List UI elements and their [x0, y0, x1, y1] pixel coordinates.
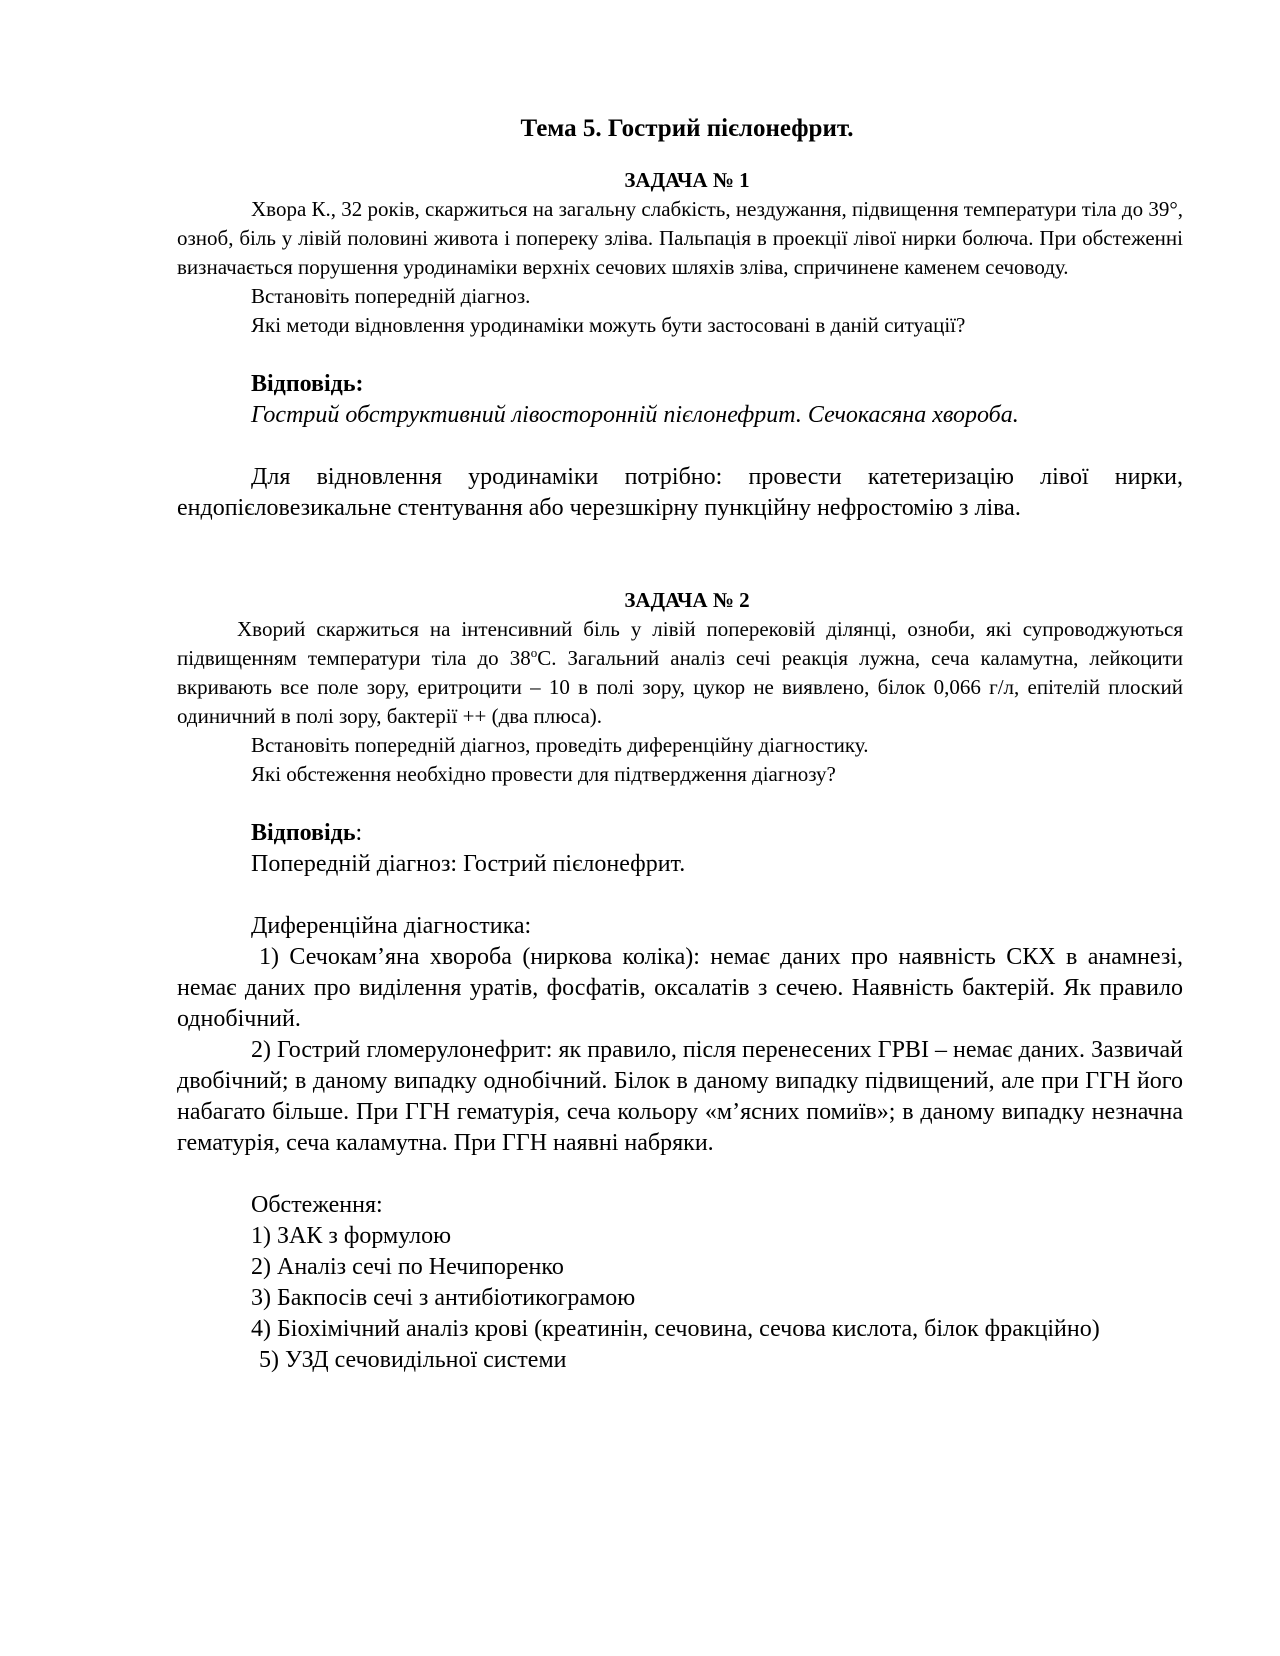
task-2-answer-colon: :: [355, 820, 363, 846]
exam-item: 4) Біохімічний аналіз крові (креатинін, сечовина, сечова кислота, білок фракційно): [251, 1316, 1100, 1342]
task-2-question-1: Встановіть попередній діагноз, проведіть диференційну діагностику.: [251, 733, 869, 757]
task-1-answer-diagnosis: Гострий обструктивний лівосторонній пієлонефрит. Сечокасяна хвороба.: [251, 402, 1019, 428]
exam-item: 5) УЗД сечовидільної системи: [259, 1347, 567, 1373]
task-1-condition: Хвора К., 32 років, скаржиться на загальну слабкість, нездужання, підвищення температури тіла до 39°, озноб, біль у лівій половині живота і попереку зліва. Пальпація в проекції лівої нирки болюча. При обстеженні визначається порушення уродинаміки верхніх сечових шляхів зліва, спричинене каменем сечоводу.: [177, 197, 1183, 279]
task-2-condition-part-1: Хворий скаржиться на інтенсивний біль у лівій поперековій ділянці, озноби, які супроводжуються підвищенням температури тіла до 38: [177, 617, 1183, 670]
task-2-condition-part-2: С. Загальний аналіз сечі реакція лужна, сеча каламутна, лейкоцити вкривають все поле зору, еритроцити – 10 в полі зору, цукор не виявлено, білок 0,066 г/л, епітелій плоский одиничний в полі зору, бактерії ++ (два плюса).: [177, 646, 1183, 728]
task-2-answer-label: Відповідь: [251, 820, 356, 846]
task-2-exam-heading: Обстеження:: [251, 1192, 383, 1218]
task-2-preliminary-diagnosis: Попередній діагноз: Гострий пієлонефрит.: [251, 851, 686, 877]
diff-item: 1) Сечокам’яна хвороба (ниркова коліка): немає даних про наявність СКХ в анамнезі, немає даних про виділення уратів, фосфатів, оксалатів з сечею. Наявність бактерій. Як правило однобічний.: [177, 944, 1183, 1032]
exam-item: 2) Аналіз сечі по Нечипоренко: [251, 1254, 564, 1280]
task-2-heading: ЗАДАЧА № 2: [624, 588, 750, 612]
task-2-answer-line: [177, 818, 1183, 849]
task-1-answer-methods: Для відновлення уродинаміки потрібно: провести катетеризацію лівої нирки, ендопієловезикальне стентування або черезшкірну пункційну нефростомію з ліва.: [177, 464, 1183, 521]
diff-item: 2) Гострий гломерулонефрит: як правило, після перенесених ГРВІ – немає даних. Зазвичай двобічний; в даному випадку однобічний. Білок в даному випадку підвищений, але при ГГН його набагато більше. При ГГН гематурія, сеча кольору «м’ясних помиїв»; в даному випадку незначна гематурія, сеча каламутна. При ГГН наявні набряки.: [177, 1037, 1183, 1156]
task-2-diff-heading: Диференційна діагностика:: [251, 913, 532, 939]
task-1-question-1: Встановіть попередній діагноз.: [251, 284, 531, 308]
task-1-answer-label: Відповідь:: [251, 371, 364, 397]
document-title: Тема 5. Гострий пієлонефрит.: [520, 115, 854, 142]
exam-item: 3) Бакпосів сечі з антибіотикограмою: [251, 1285, 636, 1311]
task-2-condition: [177, 615, 1183, 731]
document-page: [177, 110, 1183, 1376]
task-1-question-2: Які методи відновлення уродинаміки можуть бути застосовані в даній ситуації?: [251, 313, 966, 337]
task-1-heading: ЗАДАЧА № 1: [624, 168, 750, 192]
exam-item: 1) ЗАК з формулою: [251, 1223, 452, 1249]
degree-sign: о: [530, 645, 538, 660]
task-2-question-2: Які обстеження необхідно провести для підтвердження діагнозу?: [251, 762, 836, 786]
